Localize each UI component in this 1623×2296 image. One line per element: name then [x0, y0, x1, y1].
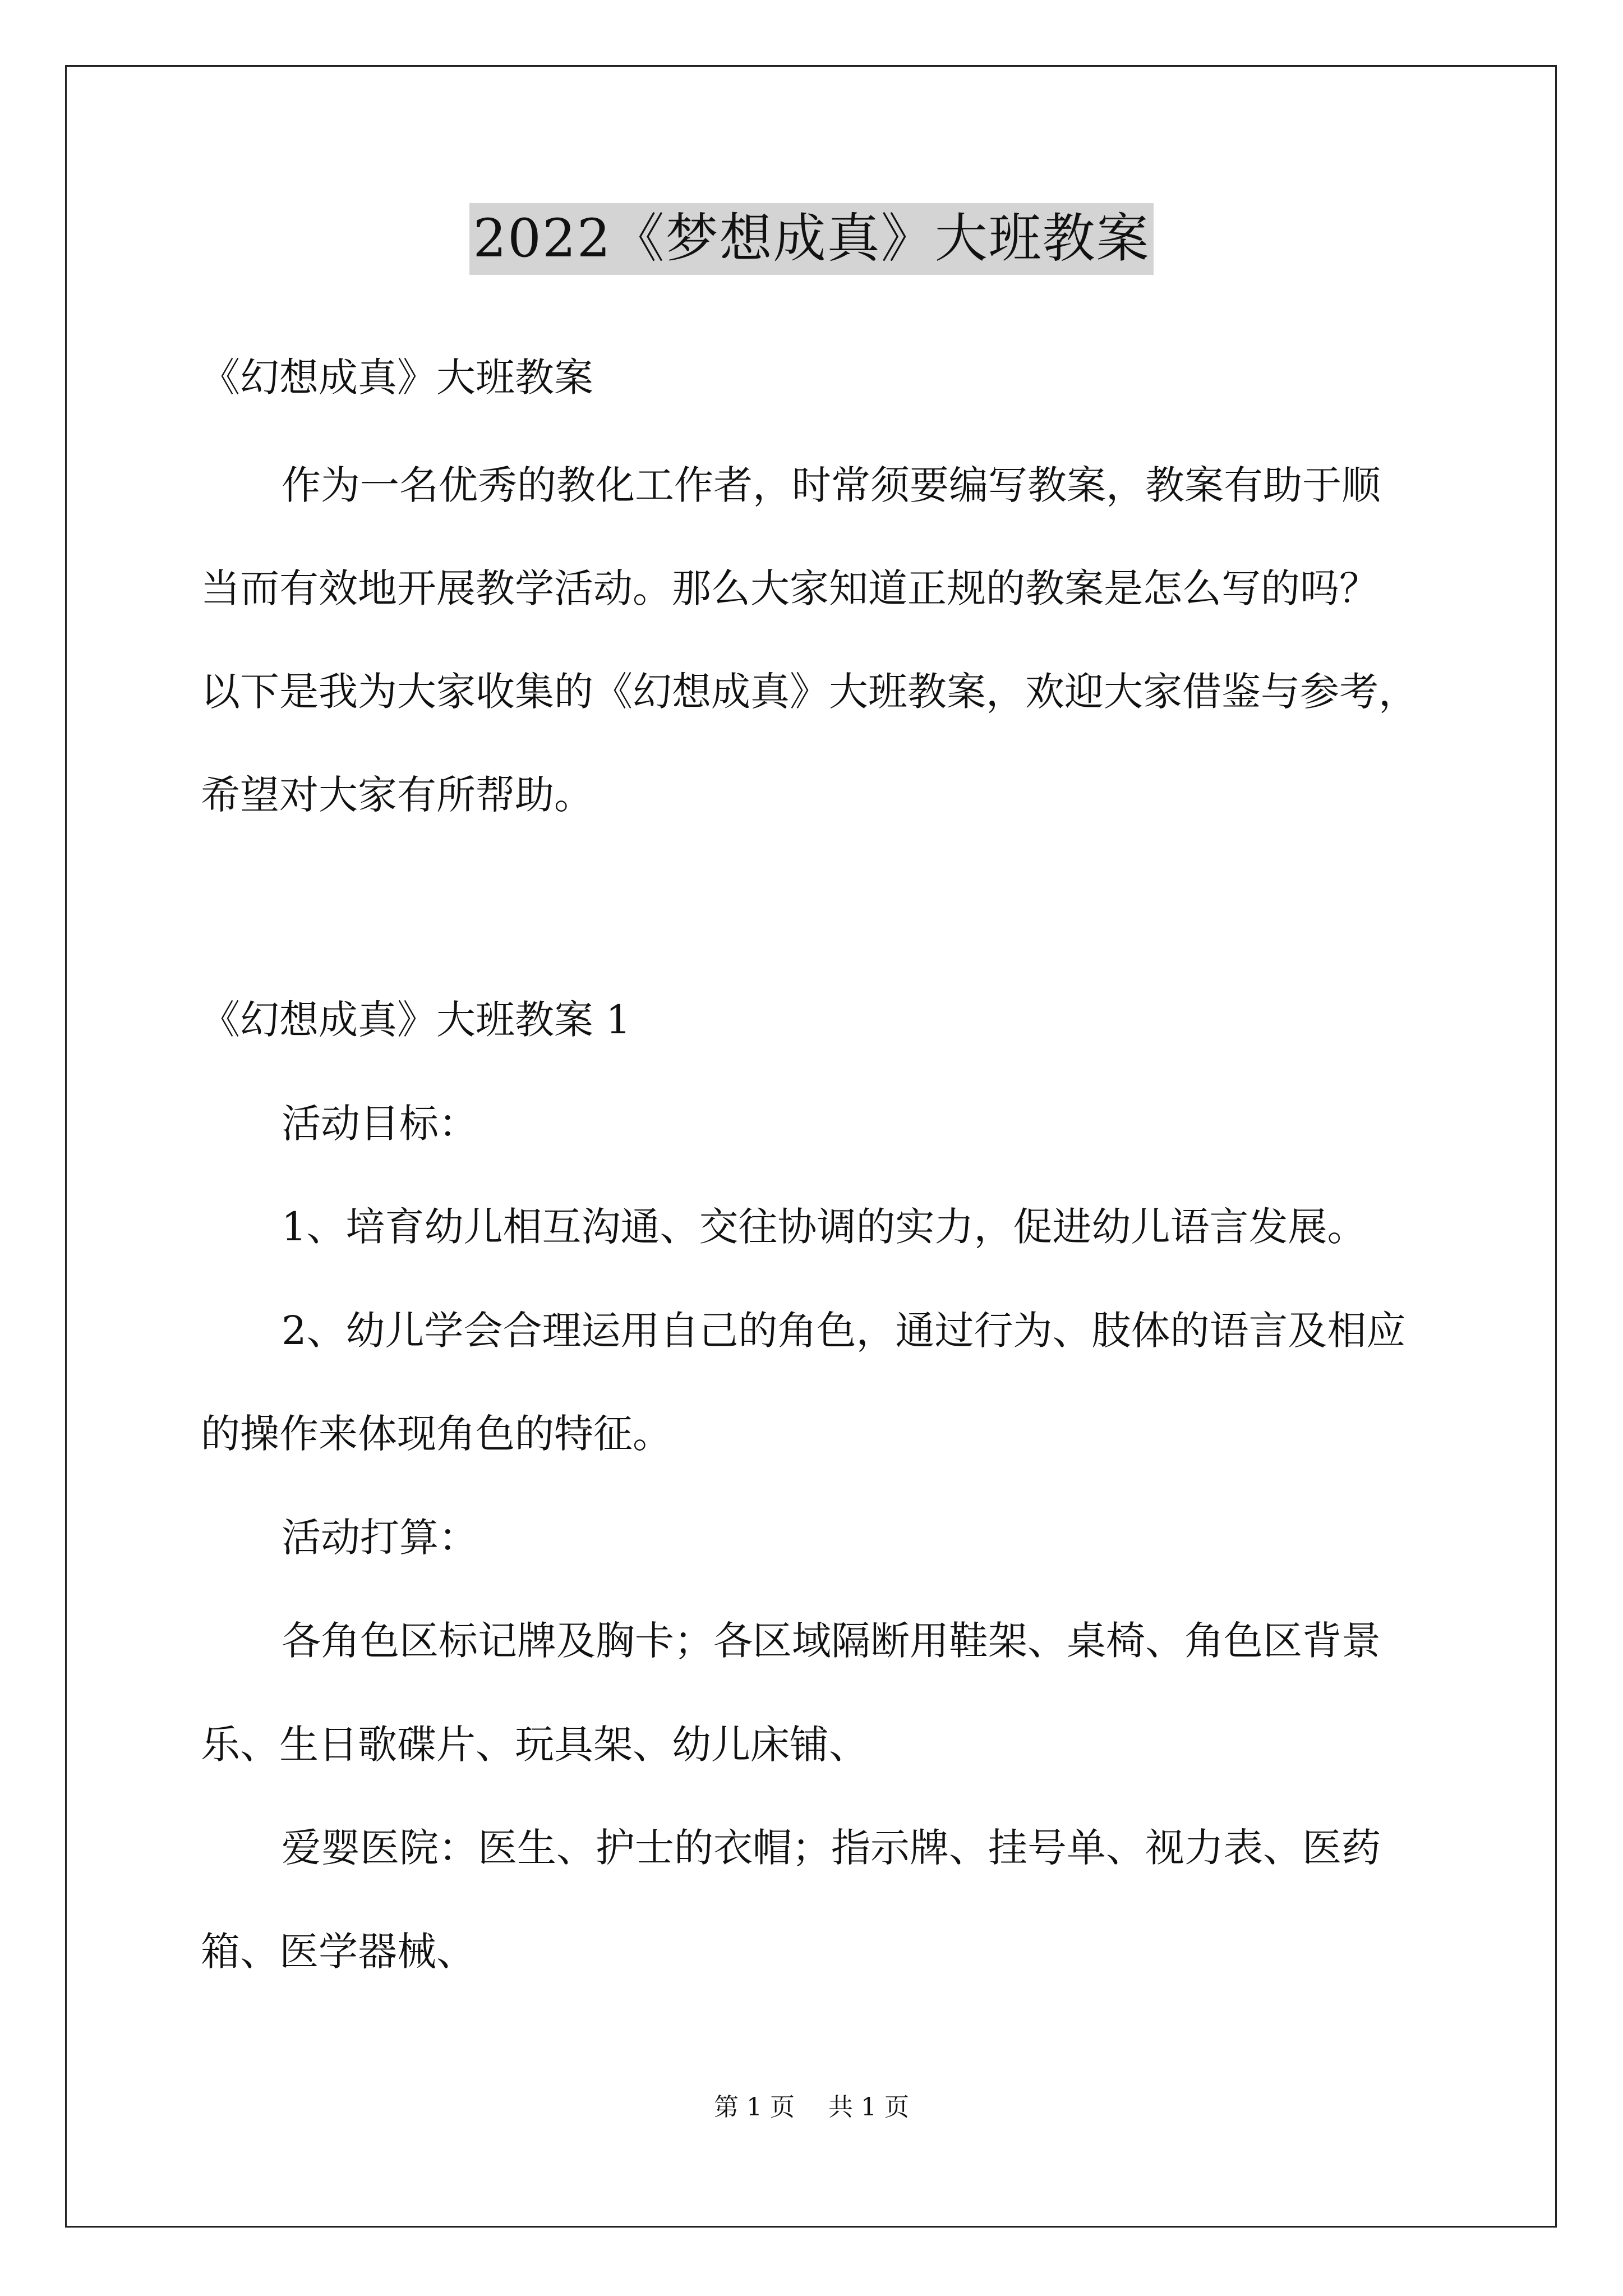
page-number-total: 共 1 页	[828, 2093, 909, 2122]
paragraph-line: 以下是我为大家收集的《幻想成真》大班教案，欢迎大家借鉴与参考，	[201, 669, 1418, 715]
paragraph-line: 当而有效地开展教学活动。那么大家知道正规的教案是怎么写的吗？	[201, 565, 1378, 611]
page-footer	[0, 2091, 1623, 2124]
paragraph-line: 箱、医学器械、	[201, 1929, 476, 1975]
subtitle: 《幻想成真》大班教案	[201, 355, 593, 401]
paragraph-line: 爱婴医院：医生、护士的衣帽；指示牌、挂号单、视力表、医药	[282, 1825, 1381, 1871]
paragraph-line: 各角色区标记牌及胸卡；各区域隔断用鞋架、桌椅、角色区背景	[282, 1618, 1381, 1664]
paragraph-line: 2、幼儿学会合理运用自己的角色，通过行为、肢体的语言及相应	[282, 1308, 1406, 1354]
paragraph-line: 作为一名优秀的教化工作者，时常须要编写教案，教案有助于顺	[282, 462, 1381, 508]
document-title: 2022《梦想成真》大班教案	[469, 203, 1153, 275]
paragraph-line: 希望对大家有所帮助。	[201, 772, 593, 818]
title-container	[0, 203, 1623, 275]
paragraph-line: 1、培育幼儿相互沟通、交往协调的实力，促进幼儿语言发展。	[282, 1204, 1367, 1250]
paragraph-line: 的操作来体现角色的特征。	[201, 1411, 672, 1457]
section-label: 活动目标：	[282, 1101, 478, 1147]
section-label: 活动打算：	[282, 1515, 478, 1561]
section-heading: 《幻想成真》大班教案 1	[201, 997, 631, 1043]
paragraph-line: 乐、生日歌碟片、玩具架、幼儿床铺、	[201, 1722, 868, 1768]
page-number-current: 第 1 页	[714, 2093, 795, 2122]
